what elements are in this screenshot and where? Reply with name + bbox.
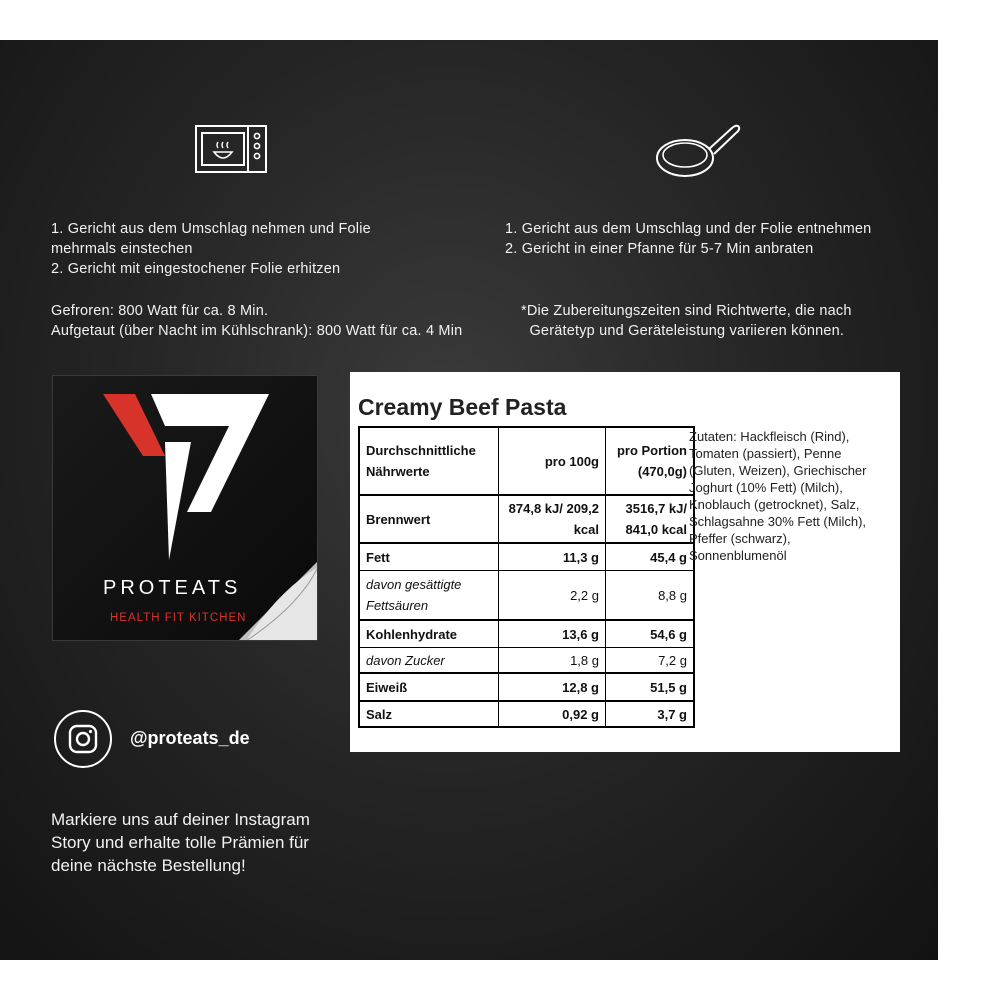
row-label: Eiweiß (359, 673, 499, 701)
row-per-portion: 45,4 g (606, 543, 695, 571)
row-per-portion: 3,7 g (606, 701, 695, 727)
row-label: Kohlenhydrate (359, 620, 499, 648)
row-per-100g: 13,6 g (499, 620, 606, 648)
table-row (359, 620, 694, 648)
row-per-100g: 0,92 g (499, 701, 606, 727)
microwave-times: Gefroren: 800 Watt für ca. 8 Min. Aufgetaut (über Nacht im Kühlschrank): 800 Watt für ca. 4 Min (51, 303, 463, 339)
brand-name: PROTEATS (103, 577, 242, 599)
brand-logo-card (52, 375, 318, 641)
instagram-promo-text: Markiere uns auf deiner Instagram Story und erhalte tolle Prämien für deine nächste Bestellung! (51, 810, 310, 875)
brand-tagline: HEALTH FIT KITCHEN (110, 612, 247, 624)
table-row (359, 543, 694, 571)
row-label: davon gesättigte Fettsäuren (359, 571, 499, 621)
table-header-row (359, 427, 694, 495)
table-row (359, 673, 694, 701)
product-title: Creamy Beef Pasta (358, 394, 567, 420)
microwave-step-1: 1. Gericht aus dem Umschlag nehmen und Folie mehrmals einstechen (51, 221, 371, 257)
row-label: Fett (359, 543, 499, 571)
table-row (359, 648, 694, 674)
row-per-100g: 11,3 g (499, 543, 606, 571)
row-per-portion: 54,6 g (606, 620, 695, 648)
ingredients-list: Zutaten: Hackfleisch (Rind), Tomaten (passiert), Penne (Gluten, Weizen), Griechischer Joghurt (10% Fett) (Milch), Knoblauch (getrocknet), Salz, Schlagsahne 30% Fett (Milch), Pfeffer (schwarz), Sonnenblumenöl (689, 429, 867, 563)
row-per-portion: 7,2 g (606, 648, 695, 674)
pan-step-1: 1. Gericht aus dem Umschlag und der Folie entnehmen (505, 221, 872, 237)
row-per-portion: 51,5 g (606, 673, 695, 701)
dark-panel (0, 40, 938, 960)
header-per-100g: pro 100g (499, 427, 606, 495)
row-label: davon Zucker (359, 648, 499, 674)
table-row (359, 571, 694, 621)
pan-step-2: 2. Gericht in einer Pfanne für 5-7 Min anbraten (505, 241, 814, 257)
table-row (359, 495, 694, 543)
page-curl-icon (238, 561, 318, 641)
row-per-portion: 3516,7 kJ/ 841,0 kcal (606, 495, 695, 543)
row-label: Brennwert (359, 495, 499, 543)
nutrition-table (358, 426, 695, 728)
row-label: Salz (359, 701, 499, 727)
instagram-handle[interactable]: @proteats_de (130, 728, 250, 748)
row-per-portion: 8,8 g (606, 571, 695, 621)
row-per-100g: 874,8 kJ/ 209,2 kcal (499, 495, 606, 543)
row-per-100g: 12,8 g (499, 673, 606, 701)
preparation-note: *Die Zubereitungszeiten sind Richtwerte, die nach Gerätetyp und Geräteleistung variieren können. (521, 303, 852, 339)
row-per-100g: 1,8 g (499, 648, 606, 674)
instagram-icon (68, 724, 98, 754)
table-row (359, 701, 694, 727)
nutrition-label (350, 372, 900, 752)
proteats-logo-icon (103, 394, 273, 564)
header-label: Durchschnittliche Nährwerte (359, 427, 499, 495)
microwave-icon (194, 124, 268, 174)
header-per-portion: pro Portion (470,0g) (606, 427, 695, 495)
instagram-badge[interactable] (54, 710, 112, 768)
row-per-100g: 2,2 g (499, 571, 606, 621)
microwave-step-2: 2. Gericht mit eingestochener Folie erhitzen (51, 261, 341, 277)
frying-pan-icon (654, 122, 742, 180)
